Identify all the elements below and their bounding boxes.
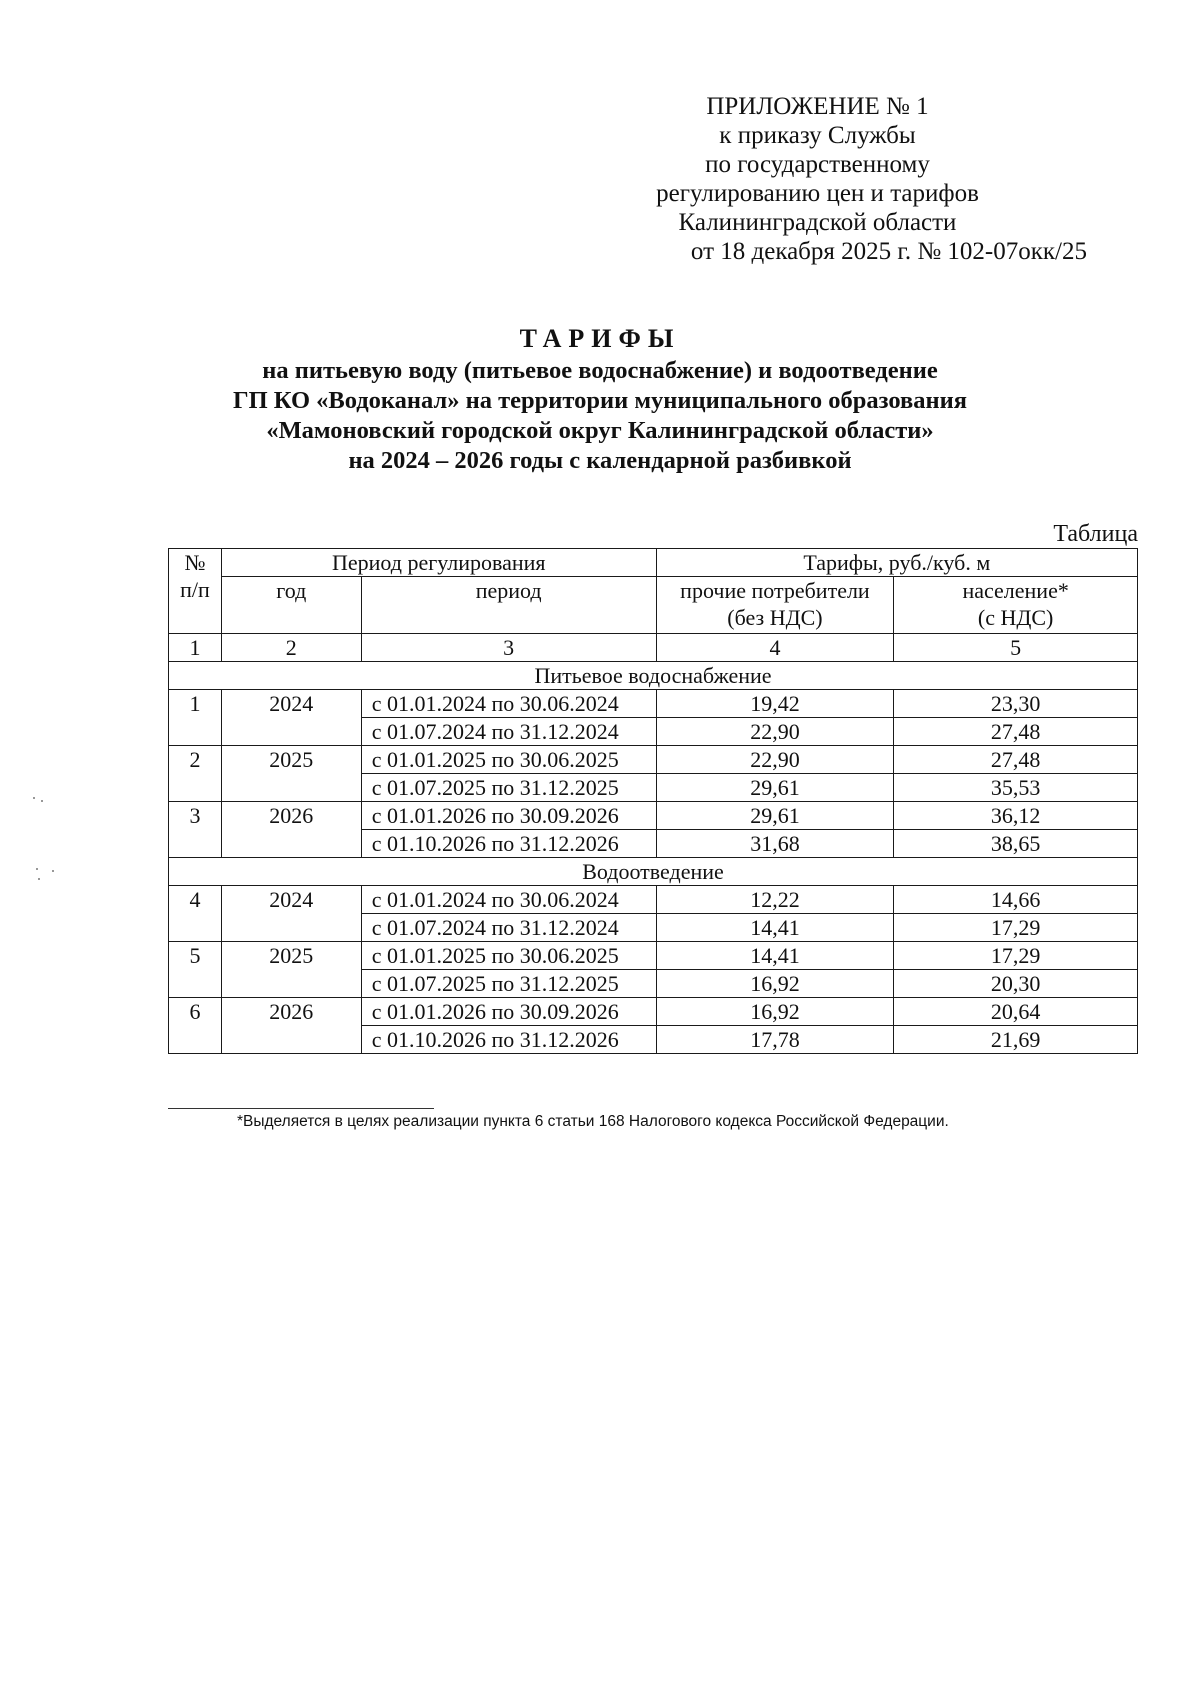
table-row <box>169 802 1138 830</box>
row-year: 2026 <box>221 998 361 1054</box>
header-row-1 <box>169 549 1138 577</box>
row-number: 3 <box>169 802 222 858</box>
row-year: 2024 <box>221 886 361 942</box>
row-period: с 01.07.2025 по 31.12.2025 <box>361 970 656 998</box>
scan-dot <box>36 868 38 870</box>
title-line: ГП КО «Водоканал» на территории муниципального образования <box>233 387 967 414</box>
tariff-population: 27,48 <box>894 718 1138 746</box>
row-period: с 01.07.2025 по 31.12.2025 <box>361 774 656 802</box>
row-period: с 01.01.2026 по 30.09.2026 <box>361 998 656 1026</box>
row-period: с 01.07.2024 по 31.12.2024 <box>361 718 656 746</box>
title-line: на 2024 – 2026 годы с календарной разбивкой <box>348 447 852 474</box>
tariff-population: 35,53 <box>894 774 1138 802</box>
header-num-label: п/п <box>180 577 210 602</box>
row-period: с 01.01.2024 по 30.06.2024 <box>361 886 656 914</box>
table-caption: Таблица <box>1053 521 1138 547</box>
table-row <box>169 690 1138 718</box>
title-main: ТАРИФЫ <box>519 324 681 353</box>
row-number: 6 <box>169 998 222 1054</box>
row-year: 2026 <box>221 802 361 858</box>
column-number: 4 <box>656 634 894 662</box>
tariff-population: 20,30 <box>894 970 1138 998</box>
title-line: на питьевую воду (питьевое водоснабжение) и водоотведение <box>262 357 938 384</box>
section-title: Водоотведение <box>169 858 1138 886</box>
header-other-label: прочие потребители <box>680 578 870 603</box>
tariff-population: 17,29 <box>894 942 1138 970</box>
header-population <box>894 577 1138 634</box>
row-period: с 01.01.2025 по 30.06.2025 <box>361 746 656 774</box>
tariff-population: 23,30 <box>894 690 1138 718</box>
column-number: 1 <box>169 634 222 662</box>
appendix-line: ПРИЛОЖЕНИЕ № 1 <box>706 93 929 120</box>
row-period: с 01.01.2024 по 30.06.2024 <box>361 690 656 718</box>
tariff-other-consumers: 22,90 <box>656 746 894 774</box>
tariff-other-consumers: 16,92 <box>656 998 894 1026</box>
column-number: 3 <box>361 634 656 662</box>
row-year: 2025 <box>221 746 361 802</box>
row-year: 2025 <box>221 942 361 998</box>
row-number: 5 <box>169 942 222 998</box>
footnote: *Выделяется в целях реализации пункта 6 статьи 168 Налогового кодекса Российской Федерации. <box>237 1113 949 1130</box>
tariff-population: 21,69 <box>894 1026 1138 1054</box>
tariff-population: 36,12 <box>894 802 1138 830</box>
row-period: с 01.01.2025 по 30.06.2025 <box>361 942 656 970</box>
header-population-label: (с НДС) <box>977 605 1054 630</box>
appendix-line: Калининградской области <box>678 209 957 236</box>
tariff-population: 20,64 <box>894 998 1138 1026</box>
scan-dot <box>52 870 54 872</box>
column-numbers-row <box>169 634 1138 662</box>
tariff-other-consumers: 14,41 <box>656 942 894 970</box>
section-row <box>169 858 1138 886</box>
tariff-other-consumers: 19,42 <box>656 690 894 718</box>
appendix-header <box>560 92 1087 266</box>
row-period: с 01.10.2026 по 31.12.2026 <box>361 830 656 858</box>
header-period: период <box>361 577 656 634</box>
header-tariffs-group: Тарифы, руб./куб. м <box>656 549 1137 577</box>
row-number: 1 <box>169 690 222 746</box>
column-number: 5 <box>894 634 1138 662</box>
tariff-population: 38,65 <box>894 830 1138 858</box>
column-number: 2 <box>221 634 361 662</box>
tariffs-table <box>168 548 1138 1054</box>
tariff-other-consumers: 16,92 <box>656 970 894 998</box>
row-number: 2 <box>169 746 222 802</box>
header-row-2 <box>169 577 1138 634</box>
scan-dot <box>33 797 35 799</box>
tariff-population: 14,66 <box>894 886 1138 914</box>
appendix-line: регулированию цен и тарифов <box>656 180 979 207</box>
section-row <box>169 662 1138 690</box>
header-other-consumers <box>656 577 894 634</box>
section-title: Питьевое водоснабжение <box>169 662 1138 690</box>
row-year: 2024 <box>221 690 361 746</box>
title-line: «Мамоновский городской округ Калининградской области» <box>266 417 934 444</box>
table-row <box>169 746 1138 774</box>
appendix-line: по государственному <box>705 151 930 178</box>
row-period: с 01.01.2026 по 30.09.2026 <box>361 802 656 830</box>
row-period: с 01.07.2024 по 31.12.2024 <box>361 914 656 942</box>
tariff-other-consumers: 29,61 <box>656 774 894 802</box>
header-num-label: № <box>184 550 206 575</box>
table-row <box>169 942 1138 970</box>
scan-dot <box>41 800 43 802</box>
tariff-other-consumers: 31,68 <box>656 830 894 858</box>
row-number: 4 <box>169 886 222 942</box>
header-year: год <box>221 577 361 634</box>
tariff-other-consumers: 14,41 <box>656 914 894 942</box>
tariff-population: 17,29 <box>894 914 1138 942</box>
header-other-label: (без НДС) <box>727 605 823 630</box>
tariff-other-consumers: 29,61 <box>656 802 894 830</box>
footnote-separator <box>168 1108 434 1109</box>
header-population-label: население* <box>962 578 1069 603</box>
appendix-line: к приказу Службы <box>719 122 916 149</box>
document-title <box>0 322 1200 476</box>
header-num-cell <box>169 549 222 634</box>
tariff-other-consumers: 12,22 <box>656 886 894 914</box>
tariff-other-consumers: 17,78 <box>656 1026 894 1054</box>
appendix-order-date: от 18 декабря 2025 г. № 102-07окк/25 <box>690 238 1087 265</box>
row-period: с 01.10.2026 по 31.12.2026 <box>361 1026 656 1054</box>
tariff-population: 27,48 <box>894 746 1138 774</box>
scan-dot <box>38 878 40 880</box>
header-period-group: Период регулирования <box>221 549 656 577</box>
table-row <box>169 998 1138 1026</box>
tariff-other-consumers: 22,90 <box>656 718 894 746</box>
table-row <box>169 886 1138 914</box>
